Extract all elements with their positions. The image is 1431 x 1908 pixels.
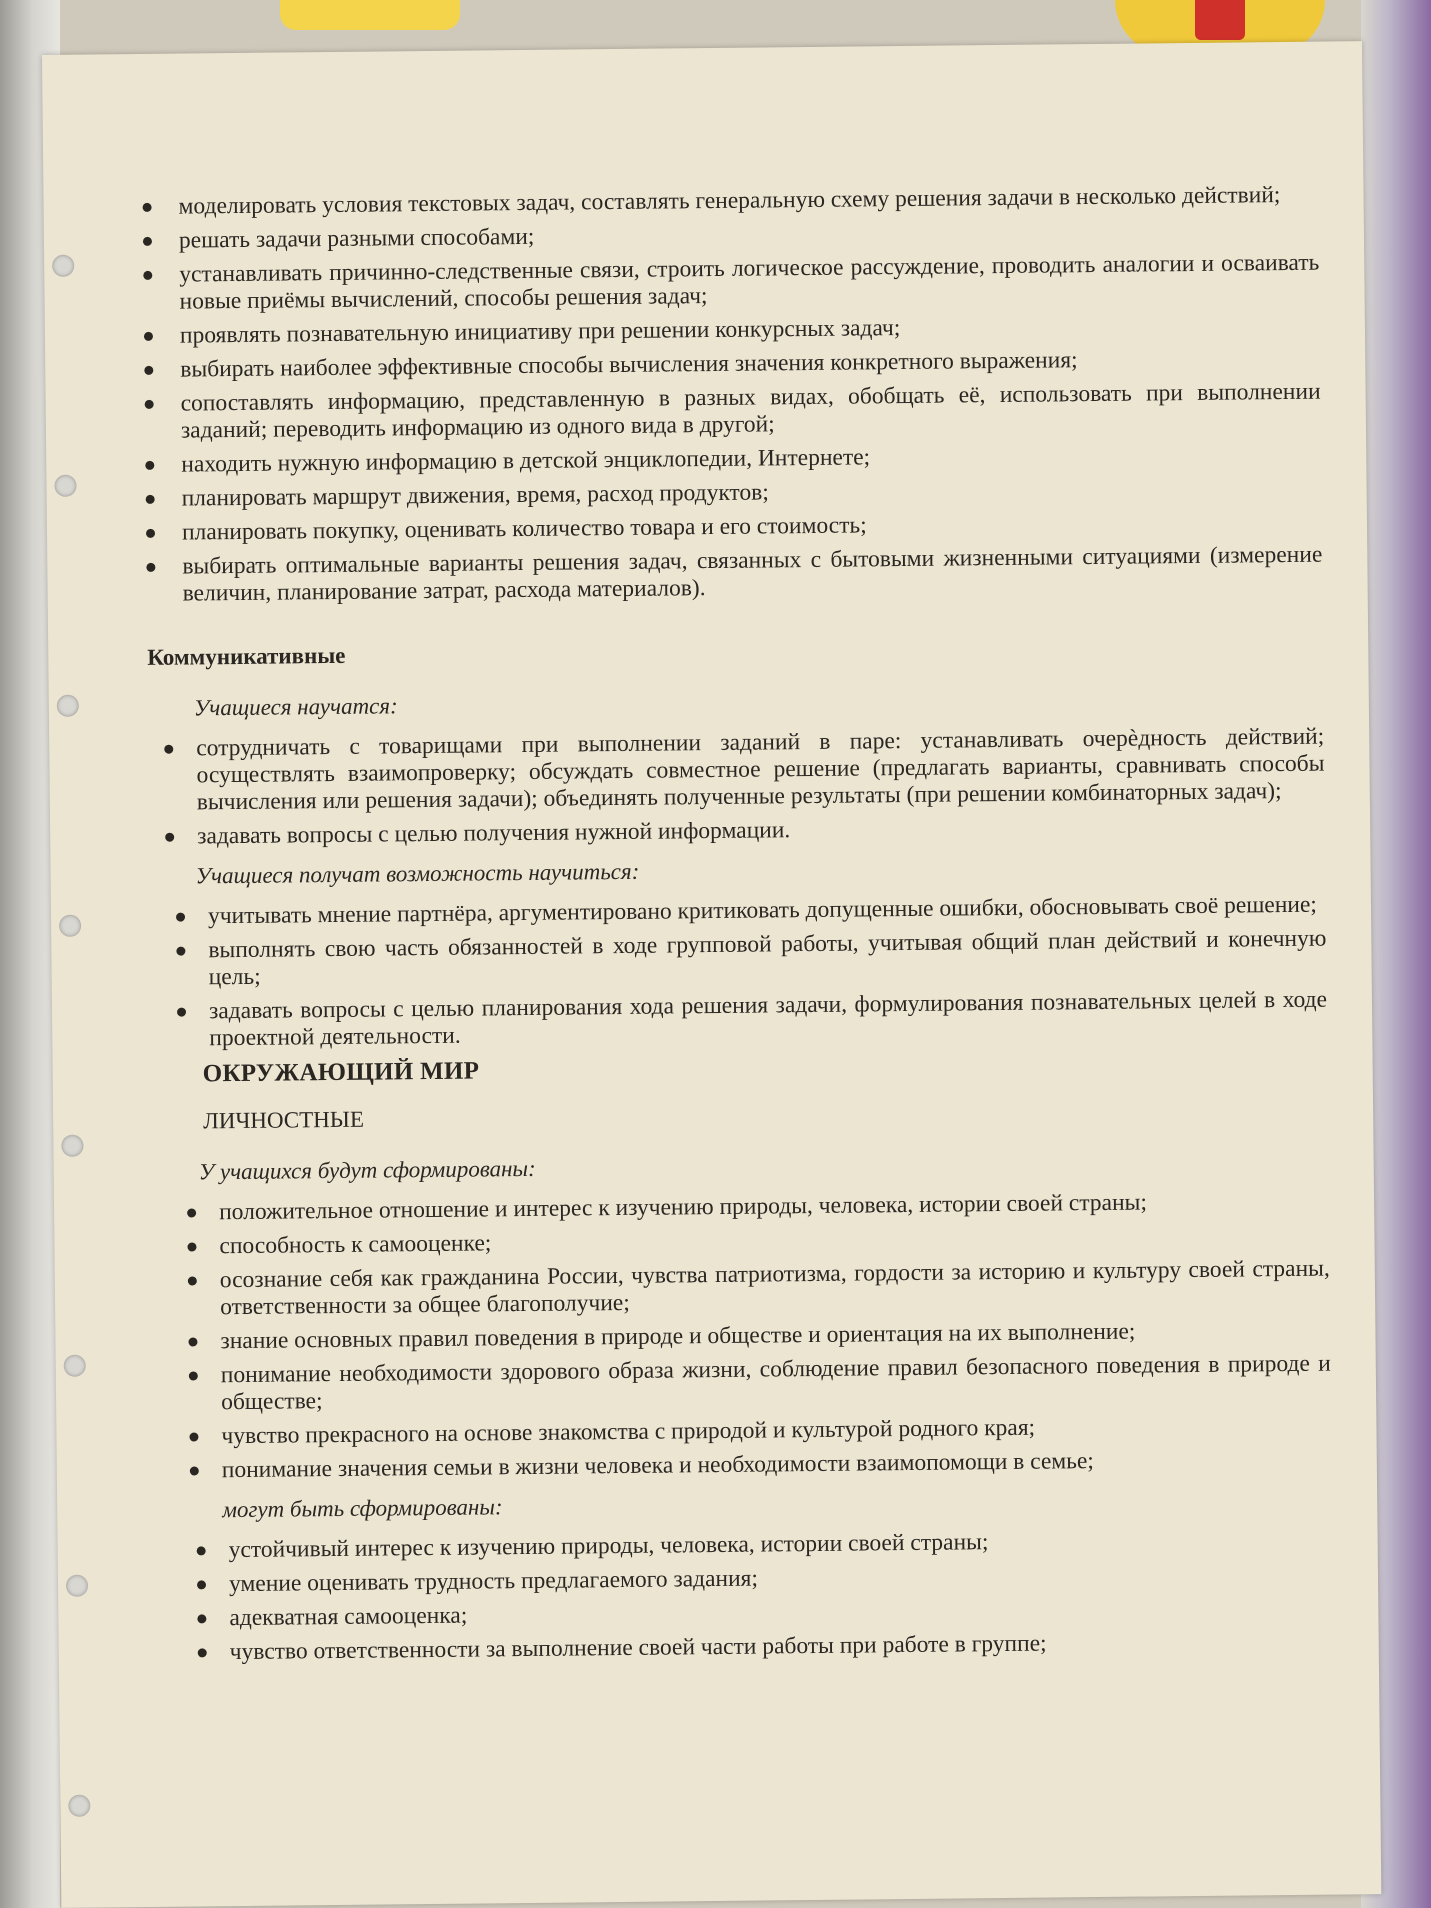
list-world-1 <box>149 1188 1332 1485</box>
bullet-icon <box>145 461 154 470</box>
list-item <box>186 1446 1332 1485</box>
list-item-text: задавать вопросы с целью планирования хода решения задачи, формулирования познавательных целей в ходе проектной деятельности. <box>208 986 1328 1052</box>
bullet-icon <box>188 1276 197 1285</box>
list-world-2 <box>153 1526 1334 1667</box>
list-item-text: устойчивый интерес к изучению природы, человека, истории своей страны; <box>228 1529 989 1564</box>
bullet-icon <box>146 495 155 504</box>
bullet-icon <box>146 529 155 538</box>
list-item <box>194 1628 1334 1667</box>
bullet-icon <box>197 1614 206 1623</box>
list-item <box>160 724 1325 817</box>
list-item-text: способность к самооценке; <box>219 1230 492 1260</box>
list-item-text: сотрудничать с товарищами при выполнении заданий в паре: устанавливать очерѐдность действий; осуществлять взаимопроверку; обсуждать совместное решение (предлагать варианты, сравнивать способы вычисления или решения задачи); объединять полученные результаты (при решении комбинаторных задач); <box>196 723 1325 816</box>
list-item-text: умение оценивать трудность предлагаемого задания; <box>228 1565 759 1598</box>
list-item <box>193 1594 1333 1633</box>
book-logo-icon <box>1195 0 1245 40</box>
list-item <box>183 1188 1329 1227</box>
list-communicative-2 <box>146 892 1327 1053</box>
list-item <box>184 1317 1330 1356</box>
bullet-icon <box>143 271 152 280</box>
punch-hole-icon <box>66 1575 88 1597</box>
communicative-subhead-2: Учащиеся получат возможность научиться: <box>195 858 640 889</box>
list-item <box>172 926 1327 992</box>
list-item-text: планировать маршрут движения, время, расход продуктов; <box>181 479 769 512</box>
bullet-icon <box>197 1580 206 1589</box>
list-item-text: выполнять свою часть обязанностей в ходе групповой работы, учитывая общий план действий и конечную цель; <box>208 925 1327 991</box>
bullet-icon <box>144 366 153 375</box>
list-item <box>193 1560 1333 1599</box>
list-item <box>142 508 1322 547</box>
list-item-text: решать задачи разными способами; <box>178 223 535 254</box>
bullet-icon <box>197 1546 206 1555</box>
section-title: ОКРУЖАЮЩИЙ МИР <box>202 1057 480 1088</box>
list-item <box>140 345 1320 384</box>
bullet-icon <box>176 947 185 956</box>
punch-hole-icon <box>64 1355 86 1377</box>
list-item <box>142 474 1322 513</box>
bullet-icon <box>187 1208 196 1217</box>
communicative-heading: Коммуникативные <box>147 642 346 670</box>
bullet-icon <box>164 745 173 754</box>
list-item-text: находить нужную информацию в детской энциклопедии, Интернете; <box>181 444 871 478</box>
list-item <box>139 216 1319 255</box>
list-item <box>140 311 1320 350</box>
list-item-text: выбирать наиболее эффективные способы вычисления значения конкретного выражения; <box>180 347 1078 383</box>
list-item-text: знание основных правил поведения в природе и обществе и ориентация на их выполнение; <box>220 1318 1136 1355</box>
list-item <box>184 1256 1331 1322</box>
list-item-text: устанавливать причинно-следственные связи, строить логическое рассуждение, проводить аналогии и осваивать новые приёмы вычислений, способы решения задач; <box>179 249 1320 315</box>
yellow-tab-left <box>280 0 460 30</box>
list-communicative-1 <box>144 724 1325 851</box>
list-item-text: сопоставлять информацию, представленную в разных видах, обобщать её, использовать при выполнении заданий; переводить информацию из одного вида в другой; <box>180 378 1321 444</box>
list-item <box>161 812 1325 851</box>
punch-hole-icon <box>54 475 76 497</box>
list-item <box>142 542 1323 608</box>
section-subtitle: ЛИЧНОСТНЫЕ <box>203 1106 365 1134</box>
list-item-text: понимание значения семьи в жизни человека и необходимости взаимопомощи в семье; <box>221 1448 1095 1484</box>
list-item-text: положительное отношение и интерес к изучению природы, человека, истории своей страны; <box>218 1189 1148 1226</box>
list-item-text: чувство ответственности за выполнение своей части работы при работе в группе; <box>229 1630 1047 1666</box>
list-item-text: выбирать оптимальные варианты решения задач, связанных с бытовыми жизненными ситуациями (измерение величин, планирование затрат, расхода материалов). <box>182 541 1323 607</box>
punch-hole-icon <box>59 915 81 937</box>
bullet-icon <box>144 332 153 341</box>
punch-hole-icon <box>57 695 79 717</box>
bullet-icon <box>190 1466 199 1475</box>
punch-hole-icon <box>61 1135 83 1157</box>
bullet-icon <box>198 1648 207 1657</box>
list-item-text: чувство прекрасного на основе знакомства с природой и культурой родного края; <box>221 1414 1036 1450</box>
list-item-text: учитывать мнение партнёра, аргументировано критиковать допущенные ошибки, обосновывать своё решение; <box>207 891 1318 930</box>
bullet-icon <box>189 1432 198 1441</box>
bullet-icon <box>143 203 152 212</box>
list-item <box>173 987 1328 1053</box>
bullet-icon <box>189 1371 198 1380</box>
punch-hole-icon <box>68 1795 90 1817</box>
list-item <box>183 1222 1329 1261</box>
list-item-text: моделировать условия текстовых задач, составлять генеральную схему решения задачи в несколько действий; <box>178 182 1281 220</box>
list-item <box>193 1526 1333 1565</box>
bullet-icon <box>187 1242 196 1251</box>
bullet-icon <box>143 237 152 246</box>
list-block1 <box>138 182 1322 608</box>
punch-hole-icon <box>52 255 74 277</box>
list-item-text: адекватная самооценка; <box>229 1602 468 1632</box>
list-item <box>172 892 1326 931</box>
document-page <box>42 41 1381 1908</box>
list-item <box>185 1351 1332 1417</box>
list-item-text: задавать вопросы с целью получения нужной информации. <box>197 817 791 850</box>
list-item <box>141 440 1321 479</box>
list-item-text: понимание необходимости здорового образа жизни, соблюдение правил безопасного поведения в природе и обществе; <box>220 1350 1331 1416</box>
list-item-text: осознание себя как гражданина России, чувства патриотизма, гордости за историю и культуру своей страны, ответственности за общее благополучие; <box>219 1255 1330 1321</box>
bullet-icon <box>176 913 185 922</box>
list-item-text: планировать покупку, оценивать количество товара и его стоимость; <box>181 512 867 546</box>
bullet-icon <box>145 400 154 409</box>
list-item <box>139 250 1320 316</box>
list-item <box>138 182 1318 221</box>
world-subhead-1: У учащихся будут сформированы: <box>198 1155 536 1185</box>
list-item <box>185 1412 1331 1451</box>
document-content <box>138 182 1333 1674</box>
list-item <box>141 379 1322 445</box>
world-subhead-2: могут быть сформированы: <box>222 1494 503 1523</box>
bullet-icon <box>188 1337 197 1346</box>
communicative-subhead-1: Учащиеся научатся: <box>193 693 398 721</box>
list-item-text: проявлять познавательную инициативу при решении конкурсных задач; <box>179 315 901 349</box>
bullet-icon <box>165 833 174 842</box>
bullet-icon <box>177 1008 186 1017</box>
bullet-icon <box>146 563 155 572</box>
